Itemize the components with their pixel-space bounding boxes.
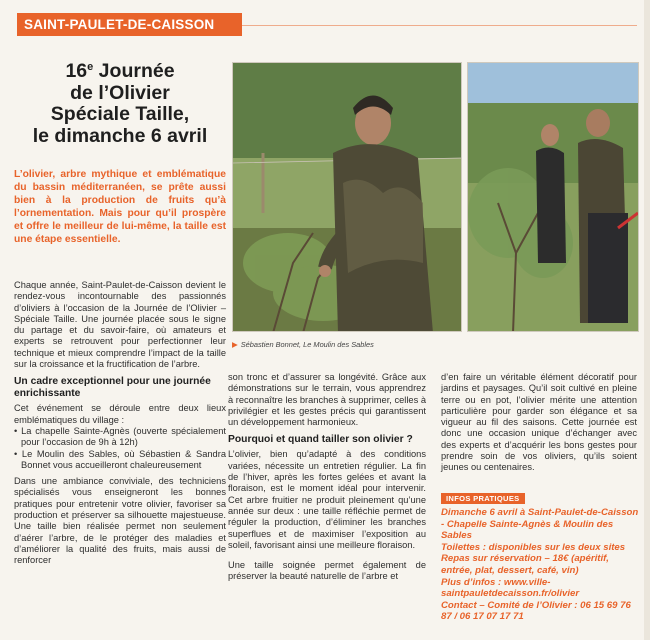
article-title [14, 57, 226, 147]
col2-paragraph-1: son tronc et d’assurer sa longévité. Grâce aux démonstrations sur le terrain, vous apprendrez à reconnaître les branches à supprimer, celles à privilégier et les gestes précis qui garantissent un développement harmonieux. [228, 372, 426, 428]
photo-pruning-group [467, 62, 639, 332]
title-word: Journée [93, 60, 175, 82]
title-line-4: le dimanche 6 avril [32, 124, 208, 147]
rubric-rule [242, 25, 637, 26]
photo-illustration-1 [233, 63, 462, 332]
title-number: 16 [65, 60, 88, 82]
section-rubric: SAINT-PAULET-DE-CAISSON [17, 13, 242, 36]
caption-arrow-icon: ▶ [232, 340, 238, 349]
column-1 [14, 280, 226, 567]
title-line-1 [14, 57, 226, 83]
photo-caption [232, 340, 374, 349]
caption-text: Sébastien Bonnet, Le Moulin des Sables [240, 340, 374, 349]
col1-paragraph-3: Dans une ambiance conviviale, des techniciens spécialisés vous enseigneront les bonnes pratiques pour entretenir votre olivier, favoriser sa production et préserver sa silhouette majestueuse. Une taille bien réalisée permet non seulement d’aérer l’arbre, de le protéger des maladies et d’améliorer la qualité des fruits, mais aussi de renforcer [14, 476, 226, 566]
title-line-3: Spéciale Taille, [50, 103, 190, 125]
venue-item-chapelle: • La chapelle Sainte-Agnès (ouverte spécialement pour l’occasion de 9h à 12h) [14, 425, 226, 448]
lead-paragraph: L’olivier, arbre mythique et emblématique du bassin méditerranéen, se prête aussi bien à la production de fruits qu’à l’ornementation. Mais pour qu’il prospère et offre le meilleur de lui-même, la taille est une étape essentielle. [14, 169, 226, 245]
column-2 [228, 372, 426, 583]
practical-info [441, 507, 641, 623]
photo-sebastien-bonnet [232, 62, 462, 332]
title-ordinal: e [87, 61, 94, 73]
col2-paragraph-2: L’olivier, bien qu’adapté à des conditions variées, nécessite un entretien régulier. La fin de l’hiver, après les fortes gelées et avant la floraison, est le moment idéal pour intervenir. Cet arbre fruitier ne produit pleinement qu’une année sur deux : une taille réfléchie permet de réguler la production, d’éliminer les branches superflues et de maximiser l’exposition au soleil, favorisant ainsi une meilleure floraison. [228, 449, 426, 550]
col2-heading: Pourquoi et quand tailler son olivier ? [228, 434, 413, 446]
column-3 [441, 372, 637, 474]
info-box-label: INFOS PRATIQUES [441, 493, 525, 504]
title-line-2: de l’Olivier [70, 81, 170, 104]
info-meal: Repas sur réservation – 18€ (apéritif, entrée, plat, dessert, café, vin) [441, 553, 609, 576]
info-contact: Contact – Comité de l’Olivier : 06 15 69 76 87 / 06 17 07 17 71 [441, 599, 631, 623]
photo-illustration-2 [468, 63, 639, 332]
col2-paragraph-3: Une taille soignée permet également de préserver la beauté naturelle de l’arbre et [228, 560, 426, 582]
info-date-venue: Dimanche 6 avril à Saint-Paulet-de-Caisson - Chapelle Sainte-Agnès & Moulin des Sables [441, 507, 639, 542]
info-toilets: Toilettes : disponibles sur les deux sites [441, 541, 626, 553]
col1-paragraph-1: Chaque année, Saint-Paulet-de-Caisson devient le rendez-vous incontournable des passionnés d’oliviers à l’occasion de la Journée de l’Olivier – Spéciale Taille. Une journée placée sous le signe du partage et du savoir-faire, où amateurs et experts se retrouvent pour perfectionner leur technique et mieux comprendre l’impact de la taille sur la croissance et la fructification de l’arbre. [14, 280, 226, 370]
col1-paragraph-2: Cet événement se déroule entre deux lieux emblématiques du village : [14, 403, 226, 425]
page-edge [644, 0, 650, 640]
info-website: Plus d’infos : www.ville-saintpauletdecaisson.fr/olivier [441, 576, 580, 600]
venue-item-moulin: • Le Moulin des Sables, où Sébastien & Sandra Bonnet vous accueilleront chaleureusement [14, 448, 226, 470]
col3-paragraph-1: d’en faire un véritable élément décoratif pour jardins et paysages. Qu’il soit cultivé en pleine terre ou en pot, l’olivier mérite une attention particulière pour garder son élégance et sa vigueur au fil des saisons. Cette journée est donc une occasion unique d’échanger avec des experts et d’acquérir les bons gestes pour prendre soin de vos oliviers, qu’ils soient jeunes ou centenaires. [441, 372, 637, 473]
venue-list [14, 426, 226, 471]
col1-heading: Un cadre exceptionnel pour une journée enrichissante [14, 376, 211, 400]
